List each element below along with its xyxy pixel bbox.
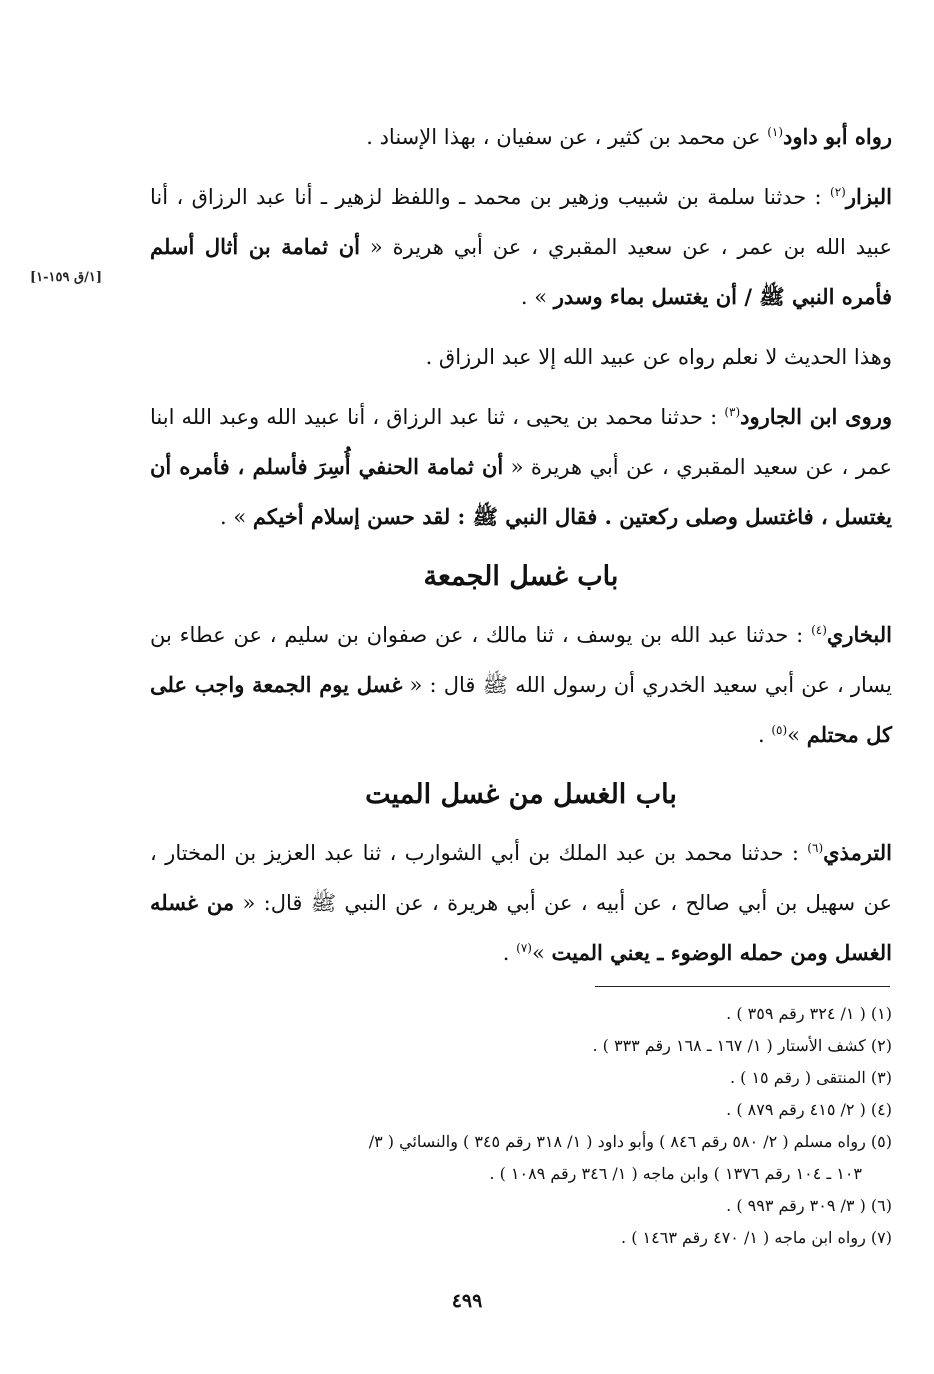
footnote-7: (٧) رواه ابن ماجه ( ١/ ٤٧٠ رقم ١٤٦٣ ) . — [621, 1228, 892, 1247]
footnote-3: (٣) المنتقى ( رقم ١٥ ) . — [729, 1068, 892, 1087]
footnote-4: (٤) ( ٢/ ٤١٥ رقم ٨٧٩ ) . — [726, 1100, 892, 1119]
paragraph-text: : حدثنا سلمة بن شبيب وزهير بن محمد ـ واللفظ لزهير ـ أنا عبد الرزاق ، أنا عبيد الله بن عمر ، عن سعيد المقبري ، عن أبي هريرة « — [150, 185, 892, 259]
footnote-ref[interactable]: (٦) — [807, 841, 824, 855]
footnote-ref[interactable]: (٤) — [811, 623, 827, 637]
source-name: رواه أبو داود — [783, 124, 892, 149]
footnote-ref[interactable]: (٥) — [771, 723, 788, 737]
paragraph-bukhari — [150, 610, 892, 760]
paragraph-bazzar — [150, 172, 892, 322]
paragraph-abu-dawud — [150, 112, 892, 162]
hadith-text: أن ثمامة الحنفي أُسِرَ فأسلم ، فأمره أن يغتسل ، فاغتسل وصلى ركعتين . فقال النبي ﷺ : لقد حسن إسلام أخيكم — [150, 454, 892, 529]
footnote-separator — [595, 986, 890, 987]
footnote-ref[interactable]: (٧) — [516, 941, 532, 955]
main-text — [150, 112, 892, 978]
paragraph-text: وهذا الحديث لا نعلم رواه عن عبيد الله إلا عبد الرزاق . — [425, 345, 892, 369]
paragraph-tail: » . — [220, 505, 253, 529]
paragraph-comment — [150, 332, 892, 382]
source-name: البزار — [845, 184, 892, 209]
source-name: وروى ابن الجارود — [740, 404, 892, 429]
paragraph-text: : حدثنا عبد الله بن يوسف ، ثنا مالك ، عن صفوان بن سليم ، عن عطاء بن يسار ، عن أبي سعيد الخدري أن رسول الله ﷺ قال : « — [150, 623, 892, 697]
chapter-heading-washing-dead: باب الغسل من غسل الميت — [365, 779, 677, 810]
footnotes — [150, 998, 892, 1254]
paragraph-ibn-jarud — [150, 392, 892, 542]
paragraph-end: . — [757, 723, 772, 747]
paragraph-tirmidhi — [150, 828, 892, 978]
page-number: ٤٩٩ — [451, 1290, 483, 1312]
source-name: الترمذي — [823, 840, 892, 865]
footnote-ref[interactable]: (١) — [767, 125, 784, 139]
hadith-text: من غسله الغسل ومن حمله الوضوء ـ يعني الميت — [150, 890, 892, 965]
footnote-6: (٦) ( ٣/ ٣٠٩ رقم ٩٩٣ ) . — [726, 1196, 892, 1215]
paragraph-text: : حدثنا محمد بن عبد الملك بن أبي الشوارب ، ثنا عبد العزيز بن المختار ، عن سهيل بن أبي صالح ، عن أبيه ، عن أبي هريرة ، عن النبي ﷺ قال: « — [150, 841, 892, 915]
paragraph-text: عن محمد بن كثير ، عن سفيان ، بهذا الإسناد . — [366, 125, 768, 149]
paragraph-text: : حدثنا محمد بن يحيى ، ثنا عبد الرزاق ، أنا عبيد الله وعبد الله ابنا عمر ، عن سعيد المقبري ، عن أبي هريرة « — [150, 405, 892, 479]
paragraph-end: . — [502, 941, 517, 965]
footnote-2: (٢) كشف الأستار ( ١/ ١٦٧ ـ ١٦٨ رقم ٣٣٣ ) . — [592, 1036, 892, 1055]
paragraph-tail: » . — [520, 285, 554, 309]
footnote-ref[interactable]: (٢) — [830, 185, 846, 199]
manuscript-reference-note: [١/ق ١٥٩-١] — [30, 270, 103, 285]
footnote-5-continued: ١٠٣ ـ ١٠٤ رقم ١٣٧٦ ) وابن ماجه ( ١/ ٣٤٦ رقم ١٠٨٩ ) . — [489, 1164, 862, 1183]
hadith-text: أن ثمامة بن أثال أسلم فأمره النبي ﷺ / أن يغتسل بماء وسدر — [150, 234, 892, 309]
footnote-ref[interactable]: (٣) — [724, 405, 741, 419]
paragraph-tail: » — [531, 941, 552, 965]
source-name: البخاري — [826, 622, 892, 647]
paragraph-tail: » — [787, 723, 807, 747]
footnote-1: (١) ( ١/ ٣٢٤ رقم ٣٥٩ ) . — [726, 1004, 892, 1023]
hadith-text: غسل يوم الجمعة واجب على كل محتلم — [150, 672, 892, 747]
footnote-5: (٥) رواه مسلم ( ٢/ ٥٨٠ رقم ٨٤٦ ) وأبو داود ( ١/ ٣١٨ رقم ٣٤٥ ) والنسائي ( ٣/ — [368, 1132, 892, 1151]
chapter-heading-friday-bath: باب غسل الجمعة — [423, 561, 619, 592]
